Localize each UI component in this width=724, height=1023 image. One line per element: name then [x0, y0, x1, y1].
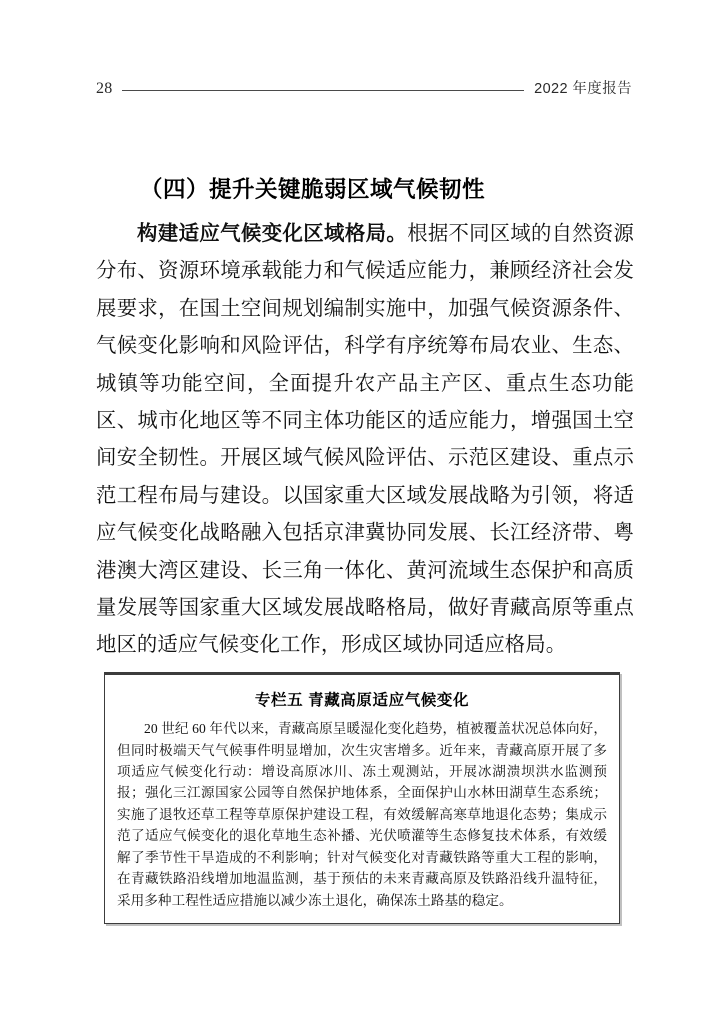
- body-content: [96, 216, 634, 665]
- body-paragraph: [96, 216, 634, 665]
- header-report-title: 2022 年度报告: [534, 80, 632, 97]
- feature-box-text: 20 世纪 60 年代以来，青藏高原呈暖湿化变化趋势，植被覆盖状况总体向好，但同时极端天气气候事件明显增加，次生灾害增多。近年来，青藏高原开展了多项适应气候变化行动：增设高原冰川、冻土观测站，开展冰湖溃坝洪水监测预报；强化三江源国家公园等自然保护地体系，全面保护山水林田湖草生态系统；实施了退牧还草工程等草原保护建设工程，有效缓解高寒草地退化态势；集成示范了适应气候变化的退化草地生态补播、光伏喷灌等生态修复技术体系，有效缓解了季节性干旱造成的不利影响；针对气候变化对青藏铁路等重大工程的影响，在青藏铁路沿线增加地温监测，基于预估的未来青藏高原及铁路沿线升温特征，采用多种工程性适应措施以减少冻土退化，确保冻土路基的稳定。: [117, 721, 607, 908]
- page-number: 28: [96, 80, 113, 97]
- paragraph-lead-in: 构建适应气候变化区域格局。: [137, 223, 408, 245]
- page-header: [96, 76, 632, 102]
- paragraph-text: 根据不同区域的自然资源分布、资源环境承载能力和气候适应能力，兼顾经济社会发展要求，在国土空间规划编制实施中，加强气候资源条件、气候变化影响和风险评估，科学有序统筹布局农业、生态、城镇等功能空间，全面提升农产品主产区、重点生态功能区、城市化地区等不同主体功能区的适应能力，增强国土空间安全韧性。开展区域气候风险评估、示范区建设、重点示范工程布局与建设。以国家重大区域发展战略为引领，将适应气候变化战略融入包括京津冀协同发展、长江经济带、粤港澳大湾区建设、长三角一体化、黄河流域生态保护和高质量发展等国家重大区域发展战略格局，做好青藏高原等重点地区的适应气候变化工作，形成区域协同适应格局。: [96, 223, 634, 657]
- feature-box-title: 专栏五 青藏高原适应气候变化: [254, 692, 470, 709]
- header-divider-rule: [122, 90, 524, 91]
- feature-box: [104, 672, 620, 924]
- section-heading: （四）提升关键脆弱区域气候韧性: [140, 176, 486, 202]
